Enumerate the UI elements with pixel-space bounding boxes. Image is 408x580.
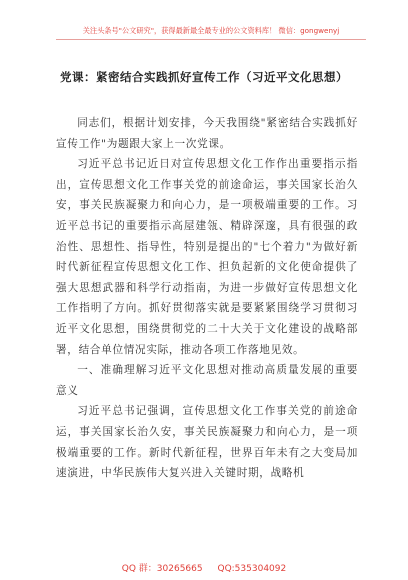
footer-contact bbox=[0, 561, 408, 574]
paragraph-directive: 习近平总书记近日对宣传思想文化工作作出重要指示指出，宣传思想文化工作事关党的前途命运，事关国家长治久安，事关民族凝聚力和向心力，是一项极端重要的工作。习近平总书记的重要指示高屋建瓴、精辟深邃，具有很强的政治性、思想性、指导性，特别是提出的"七个着力"为做好新时代新征程宣传思想文化工作、担负起新的文化使命提供了强大思想武器和科学行动指南，为进一步做好宣传思想文化工作指明了方向。抓好贯彻落实就是要紧紧围绕学习贯彻习近平文化思想，围绕贯彻党的二十大关于文化建设的战略部署，结合单位情况实际，推动各项工作落地见效。 bbox=[56, 158, 358, 356]
document-title: 党课：紧密结合实践抓好宣传工作（习近平文化思想） bbox=[60, 70, 348, 84]
qq-group-text: QQ 群：30265665 bbox=[121, 564, 203, 574]
section-heading: 一、准确理解习近平文化思想对推动高质量发展的重要意义 bbox=[56, 364, 358, 397]
header-banner: 关注头条号"公文研究"，获得最新最全最专业的公文资料库！ 微信：gongwenyj bbox=[56, 26, 366, 40]
qq-number-text: QQ:535304092 bbox=[217, 564, 287, 574]
paragraph-intro: 同志们，根据计划安排，今天我围绕"紧密结合实践抓好宣传工作"为题跟大家上一次党课。 bbox=[56, 117, 358, 150]
document-body bbox=[56, 113, 358, 484]
paragraph-section-one: 习近平总书记强调，宣传思想文化工作事关党的前途命运，事关国家长治久安，事关民族凝聚力和向心力，是一项极端重要的工作。新时代新征程，世界百年未有之大变局加速演进，中华民族伟大复兴进入关键时期，战略机 bbox=[56, 405, 358, 480]
